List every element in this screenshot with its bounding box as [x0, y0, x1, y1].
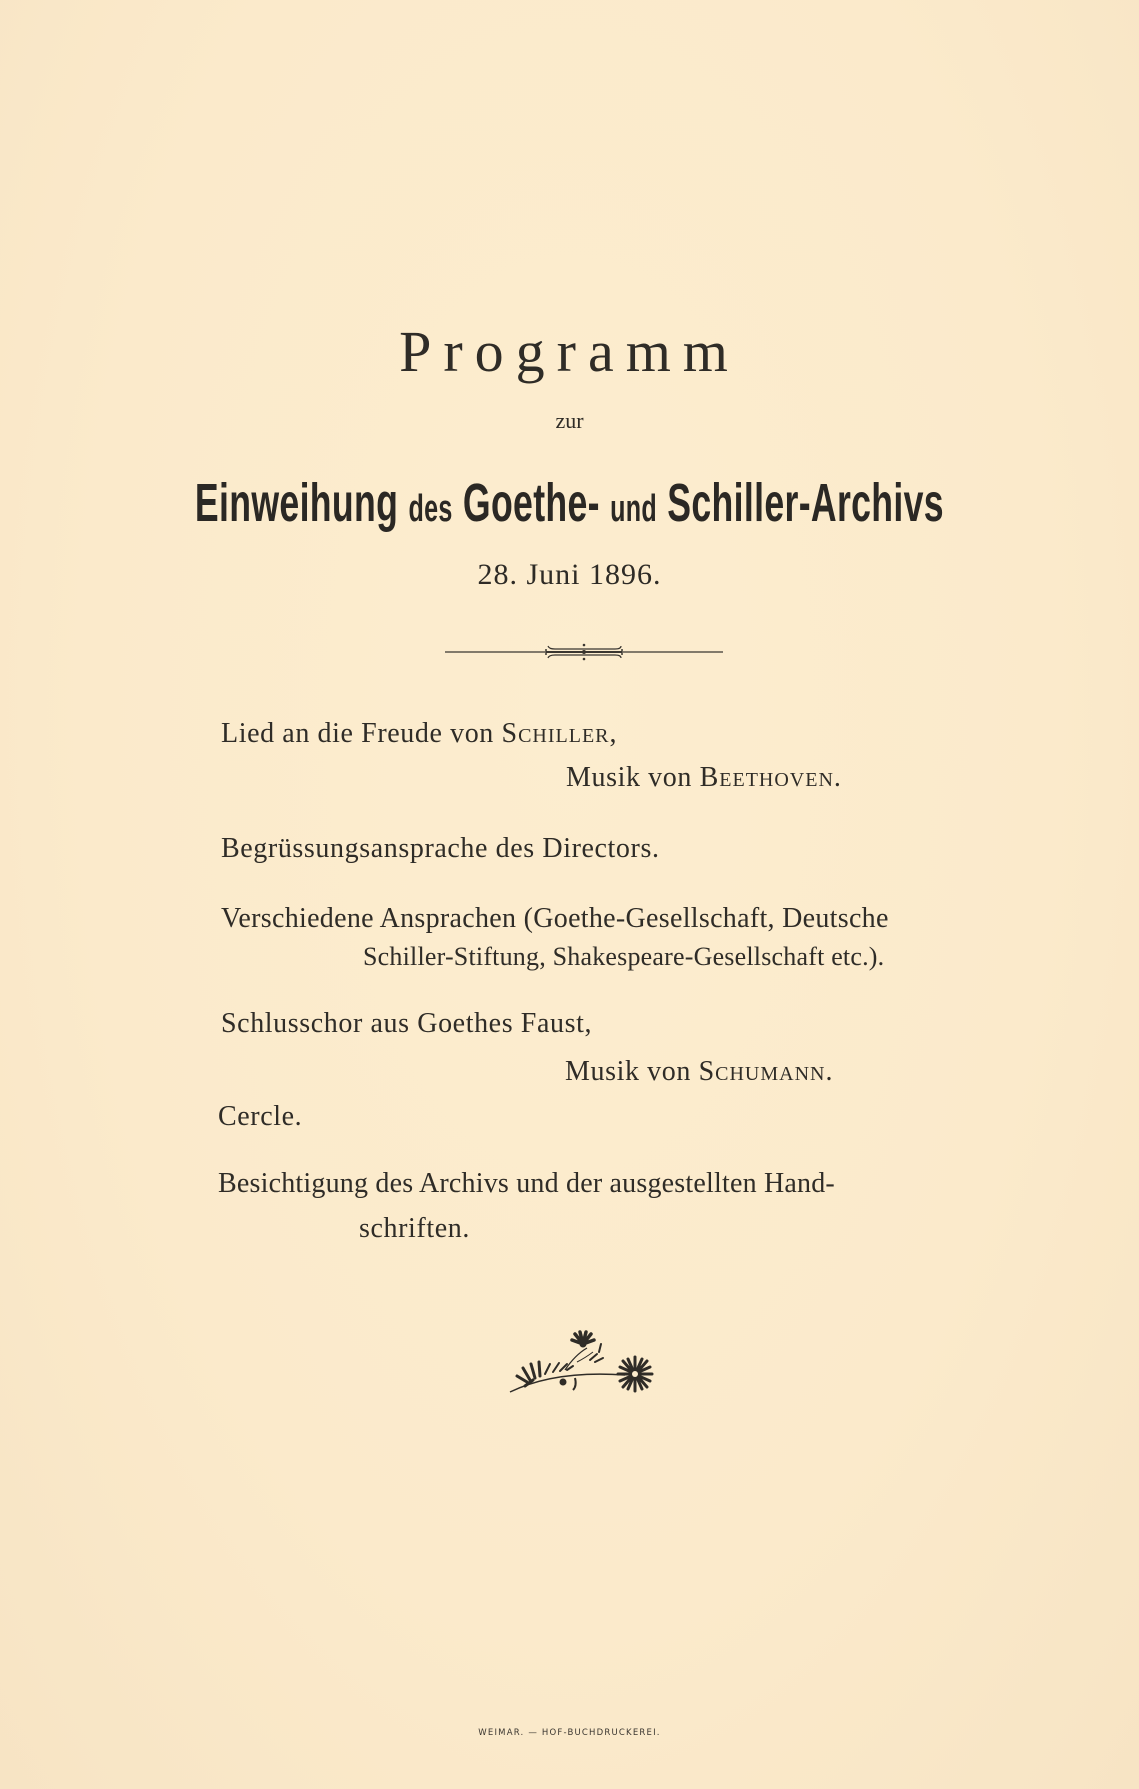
event-date: 28. Juni 1896. [477, 558, 662, 591]
program-item-3-line-1: Verschiedene Ansprachen (Goethe-Gesellschaft, Deutsche [221, 903, 889, 934]
program-item-2: Begrüssungsansprache des Directors. [221, 833, 660, 864]
headline-part-goethe: Goethe- [462, 473, 600, 533]
program-item-6-line-1: Besichtigung des Archivs und der ausgestellten Hand- [218, 1168, 835, 1199]
headline-part-des: des [408, 488, 453, 530]
headline-part-einweihung: Einweihung [194, 473, 399, 533]
program-item-6-line-2: schriften. [359, 1213, 470, 1244]
program-item-4-line-1: Schlusschor aus Goethes Faust, [221, 1008, 593, 1039]
program-item-1-line-1: Lied an die Freude von Schiller, [221, 718, 618, 749]
printer-imprint: WEIMAR. — HOF-BUCHDRUCKEREI. [478, 1728, 661, 1738]
program-item-1-line-2: Musik von Beethoven. [566, 762, 842, 793]
headline [0, 472, 1139, 534]
program-item-3-line-2: Schiller-Stiftung, Shakespeare-Gesellschaft etc.). [363, 942, 885, 971]
subtitle: zur [555, 408, 584, 433]
page-title: Programm [399, 319, 740, 384]
ornamental-rule-icon [445, 640, 723, 664]
program-item-4-line-2: Musik von Schumann. [565, 1056, 834, 1087]
flower-sprig-icon [505, 1330, 655, 1400]
headline-part-und: und [610, 488, 658, 530]
headline-part-schiller-archivs: Schiller-Archivs [667, 473, 945, 533]
program-item-5: Cercle. [218, 1101, 303, 1132]
